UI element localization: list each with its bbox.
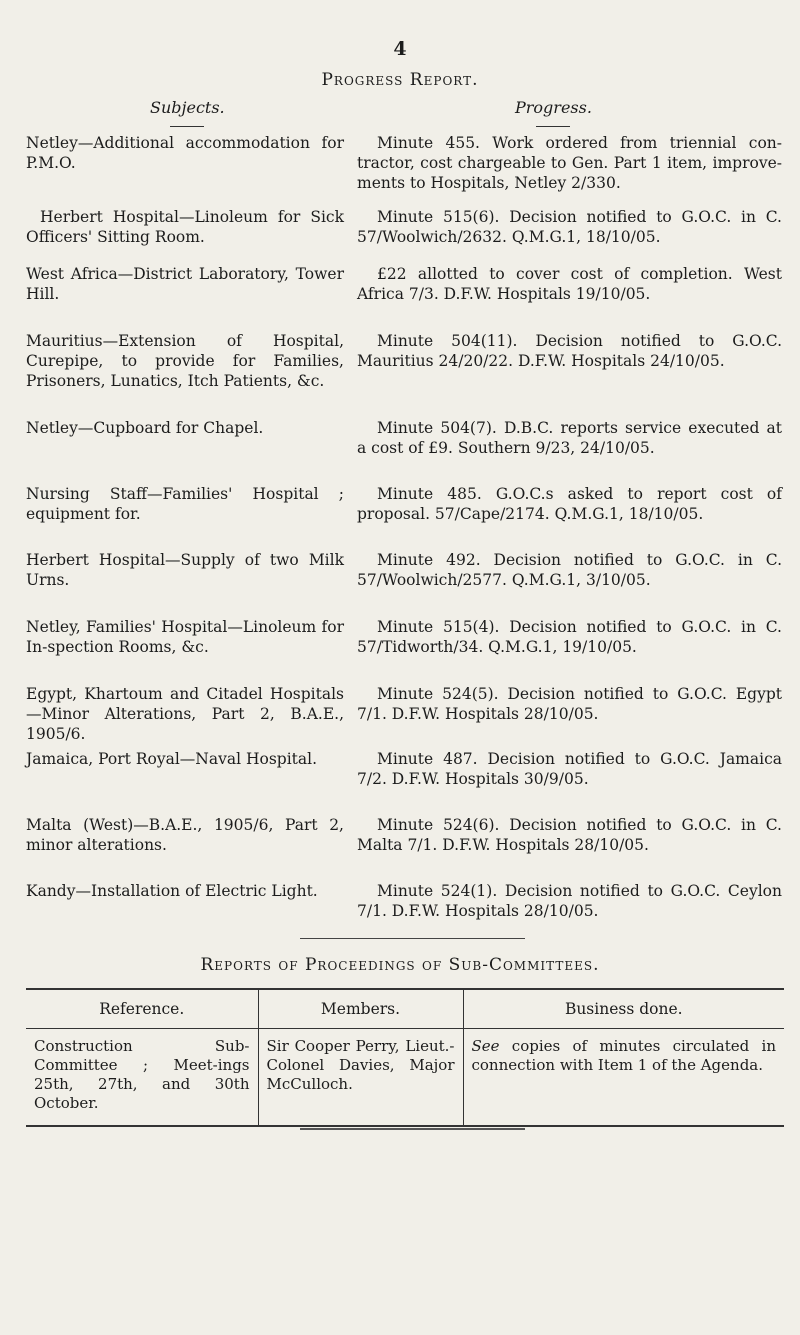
subjects-heading: Subjects.	[150, 98, 225, 117]
entry-progress: Minute 515(6). Decision notified to G.O.C. in C. 57/Woolwich/2632. Q.M.G.1, 18/10/05.	[357, 208, 782, 246]
entry-progress: Minute 455. Work ordered from triennial con-tractor, cost chargeable to Gen. Part 1 item, improve-ments to Hospitals, Netley 2/330.	[357, 134, 782, 192]
entry-subject: Kandy—Installation of Electric Light.	[26, 882, 318, 900]
entry-subject: West Africa—District Laboratory, Tower Hill.	[26, 265, 344, 303]
business-text: copies of minutes circulated in connection with Item 1 of the Agenda.	[471, 1037, 776, 1074]
progress-heading-rule	[536, 126, 570, 127]
page-title: Progress Report.	[321, 70, 479, 90]
reports-title: Reports of Proceedings of Sub-Committees.	[200, 955, 600, 975]
progress-heading: Progress.	[515, 98, 592, 117]
entry-progress: £22 allotted to cover cost of completion. West Africa 7/3. D.F.W. Hospitals 19/10/05.	[357, 265, 782, 303]
bottom-rule	[300, 1128, 525, 1130]
entry-progress: Minute 524(5). Decision notified to G.O.C. Egypt 7/1. D.F.W. Hospitals 28/10/05.	[357, 685, 782, 723]
entry-subject: Mauritius—Extension of Hospital, Curepipe, to provide for Families, Prisoners, Lunatics, Itch Patients, &c.	[26, 332, 344, 390]
entry-subject: Malta (West)—B.A.E., 1905/6, Part 2, minor alterations.	[26, 816, 344, 854]
entry-progress: Minute 524(1). Decision notified to G.O.C. Ceylon 7/1. D.F.W. Hospitals 28/10/05.	[357, 882, 782, 920]
entry-subject: Jamaica, Port Royal—Naval Hospital.	[26, 750, 318, 768]
entry-subject: Herbert Hospital—Supply of two Milk Urns.	[26, 551, 344, 589]
entry-subject: Herbert Hospital—Linoleum for Sick Officers' Sitting Room.	[26, 208, 344, 246]
entry-progress: Minute 487. Decision notified to G.O.C. Jamaica 7/2. D.F.W. Hospitals 30/9/05.	[357, 750, 782, 788]
entry-progress: Minute 524(6). Decision notified to G.O.C. in C. Malta 7/1. D.F.W. Hospitals 28/10/05.	[357, 816, 782, 854]
section-divider	[300, 938, 525, 939]
business-cell	[463, 1029, 784, 1127]
entry-subject: Nursing Staff—Families' Hospital ; equipment for.	[26, 485, 344, 523]
table-row	[26, 1029, 784, 1127]
entry-subject: Netley, Families' Hospital—Linoleum for In-spection Rooms, &c.	[26, 618, 344, 656]
entry-progress: Minute 492. Decision notified to G.O.C. in C. 57/Woolwich/2577. Q.M.G.1, 3/10/05.	[357, 551, 782, 589]
reports-table	[26, 988, 784, 1127]
members-cell: Sir Cooper Perry, Lieut.-Colonel Davies, Major McCulloch.	[258, 1029, 463, 1127]
entry-progress: Minute 504(7). D.B.C. reports service executed at a cost of £9. Southern 9/23, 24/10/05.	[357, 419, 782, 457]
members-header: Members.	[258, 989, 463, 1029]
entry-progress: Minute 504(11). Decision notified to G.O.C. Mauritius 24/20/22. D.F.W. Hospitals 24/10/05.	[357, 332, 782, 370]
entry-subject: Netley—Cupboard for Chapel.	[26, 419, 264, 437]
entry-subject: Netley—Additional accommodation for P.M.O.	[26, 134, 344, 172]
business-see: See	[471, 1037, 500, 1055]
page-number: 4	[393, 38, 407, 60]
reference-cell: Construction Sub-Committee ; Meet-ings 25th, 27th, and 30th October.	[26, 1029, 258, 1127]
entry-progress: Minute 485. G.O.C.s asked to report cost of proposal. 57/Cape/2174. Q.M.G.1, 18/10/05.	[357, 485, 782, 523]
reference-header: Reference.	[26, 989, 258, 1029]
reports-header-row	[26, 989, 784, 1029]
entry-progress: Minute 515(4). Decision notified to G.O.C. in C. 57/Tidworth/34. Q.M.G.1, 19/10/05.	[357, 618, 782, 656]
entry-subject: Egypt, Khartoum and Citadel Hospitals—Minor Alterations, Part 2, B.A.E., 1905/6.	[26, 685, 344, 743]
business-header: Business done.	[463, 989, 784, 1029]
subjects-heading-rule	[170, 126, 204, 127]
